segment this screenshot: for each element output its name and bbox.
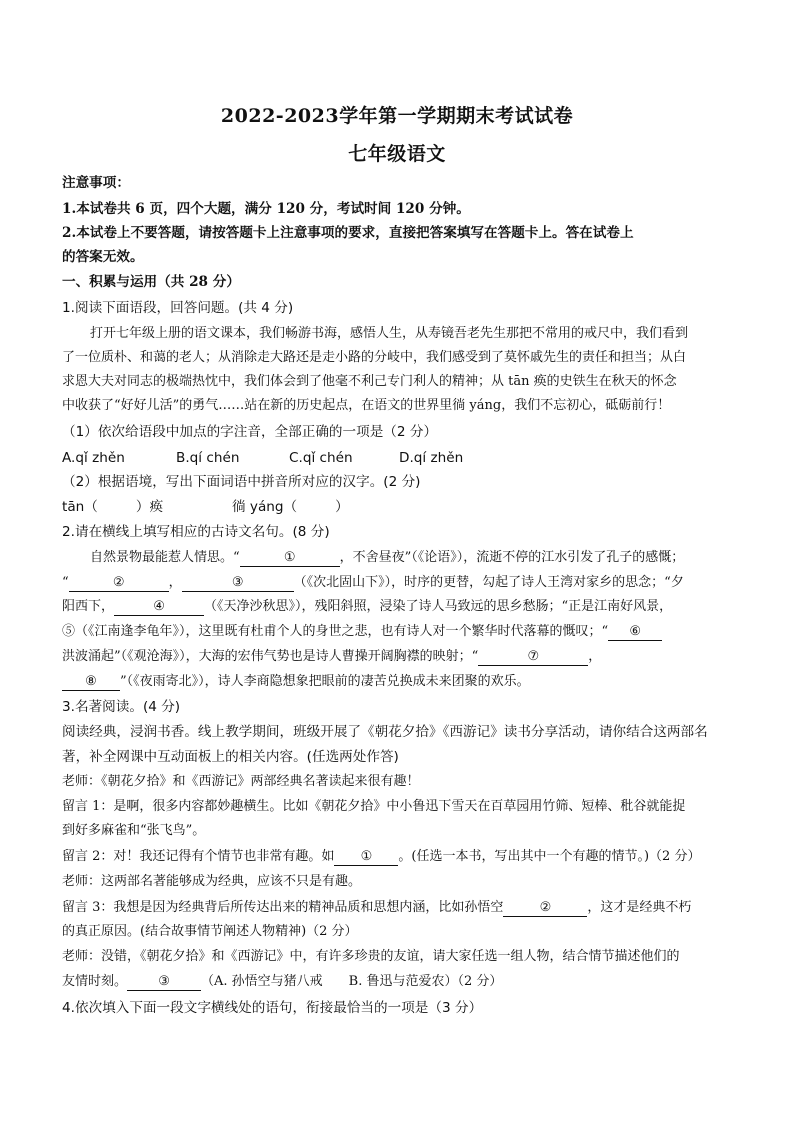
comment-2-text: 留言 2：对！我还记得有个情节也非常有趣。如: [62, 849, 335, 864]
blank-1: ①: [240, 550, 340, 567]
blank-6: ⑥: [608, 624, 662, 641]
comment-2: [62, 847, 734, 867]
exam-title: 2022-2023学年第一学期期末考试试卷: [220, 105, 574, 127]
fill-a-suffix: ）痪: [135, 499, 164, 515]
blank-8: ⑧: [62, 674, 120, 691]
question-2-stem: 2.请在横线上填写相应的古诗文名句。(8 分): [62, 524, 330, 540]
option-d: D.qí zhěn: [399, 450, 464, 466]
comment-2-text: 。(任选一本书，写出其中一个有趣的情节。)（2 分）: [398, 849, 701, 864]
comment-1: 留言 1：是啊，很多内容都妙趣横生。比如《朝花夕拾》中小鲁迅下雪天在百草园用竹筛、短棒、秕谷就能捉: [62, 799, 686, 814]
question-1-stem: 1.阅读下面语段，回答问题。(共 4 分): [62, 300, 294, 316]
q2-text: “: [62, 575, 69, 590]
blank-2: ②: [69, 575, 169, 592]
q2-line: [62, 672, 734, 692]
teacher-message-2: 老师：这两部名著能够成为经典，应该不只是有趣。: [62, 874, 362, 889]
comment-1-cont: 到好多麻雀和“张飞鸟”。: [62, 823, 206, 838]
q2-line: [62, 622, 734, 642]
q2-line: [90, 548, 734, 568]
teacher-message-3: 老师：没错，《朝花夕拾》和《西游记》中，有许多珍贵的友谊，请大家任选一组人物，结合情节描述他们的: [62, 949, 680, 964]
q3-intro: 著，补全网课中互动面板上的相关内容。(任选两处作答): [62, 749, 399, 765]
q2-text: 自然景物最能惹人情思。“: [90, 550, 240, 565]
notice-item-2: 2.本试卷上不要答题，请按答题卡上注意事项的要求，直接把答案填写在答题卡上。答在试卷上: [62, 225, 634, 241]
q1-passage-line: 求恩大夫对同志的极端热忱中，我们体会到了他毫不利己专门利人的精神；从 tān 痪的史铁生在秋天的怀念: [62, 374, 677, 389]
q1-passage-line: 了一位质朴、和蔼的老人；从消除走大路还是走小路的分岐中，我们感受到了莫怀戚先生的责任和担当；从白: [62, 350, 687, 365]
option-a: A.qǐ zhěn: [62, 450, 125, 466]
comment-3-cont: 的真正原因。(结合故事情节阐述人物精神)（2 分）: [62, 924, 358, 939]
q3-blank-3: ③: [127, 974, 201, 991]
q2-text: （《次北固山下》），时序的更替，勾起了诗人王湾对家乡的思念；“夕: [293, 575, 684, 590]
blank-7: ⑦: [478, 649, 588, 666]
q2-text: ⑤（《江南逢李龟年》），这里既有杜甫个人的身世之悲，也有诗人对一个繁华时代落幕的慨叹；“: [62, 624, 609, 639]
teacher-message-3-cont: [62, 972, 734, 992]
section-heading: 一、积累与运用（共 28 分）: [62, 274, 240, 290]
option-c: C.qǐ chén: [289, 450, 353, 466]
blank-4: ④: [114, 599, 204, 616]
exam-subtitle: 七年级语文: [348, 143, 446, 165]
q2-text: 阳西下，: [62, 599, 115, 614]
q2-text: （《天净沙秋思》），残阳斜照，浸染了诗人马致远的思乡愁肠；“正是江南好风景，: [204, 599, 673, 614]
q1-fill-line: [62, 497, 734, 517]
q1-passage-line: 中收获了“好好儿活”的勇气……站在新的历史起点，在语文的世界里徜 yáng，我们不忘初心，砥砺前行！: [62, 398, 671, 413]
q3-intro: 阅读经典，浸润书香。线上教学期间，班级开展了《朝花夕拾》《西游记》读书分享活动，请你结合这两部名: [62, 724, 708, 740]
q2-line: [62, 597, 734, 617]
comment-3-text: ，这才是经典不朽: [587, 900, 692, 915]
fill-b-prefix: 徜 yáng（: [232, 499, 298, 515]
q1-sub-question-2: （2）根据语境，写出下面词语中拼音所对应的汉字。(2 分): [62, 474, 421, 490]
teacher-message-1: 老师：《朝花夕拾》和《西游记》两部经典名著读起来很有趣！: [62, 774, 420, 789]
notice-item-1: 1.本试卷共 6 页，四个大题，满分 120 分，考试时间 120 分钟。: [62, 201, 470, 217]
q2-line: [62, 647, 734, 667]
q1-sub-question-1: （1）依次给语段中加点的字注音，全部正确的一项是（2 分）: [62, 424, 438, 440]
question-4-stem: 4.依次填入下面一段文字横线处的语句，衔接最恰当的一项是（3 分）: [62, 1000, 483, 1016]
question-3-stem: 3.名著阅读。(4 分): [62, 699, 181, 715]
q1-passage-line: 打开七年级上册的语文课本，我们畅游书海，感悟人生，从寿镜吾老先生那把不常用的戒尺中，我们看到: [90, 326, 689, 341]
q2-text: ”（《夜雨寄北》），诗人李商隐想象把眼前的凄苦兑换成未来团聚的欢乐。: [120, 674, 530, 689]
q2-text: 洪波涌起”（《观沧海》），大海的宏伟气势也是诗人曹操开阔胸襟的映射；“: [62, 649, 479, 664]
q3-blank-1: ①: [334, 849, 398, 866]
comment-3-text: 留言 3：我想是因为经典背后所传达出来的精神品质和思想内涵，比如孙悟空: [62, 900, 504, 915]
comment-3: [62, 898, 734, 918]
fill-a-prefix: tān（: [62, 499, 98, 515]
notice-heading: 注意事项：: [62, 175, 130, 191]
q2-text: ，: [168, 575, 182, 590]
q2-text: ，不舍昼夜”（《论语》），流逝不停的江水引发了孔子的感慨；: [339, 550, 685, 565]
q2-text: ，: [588, 649, 602, 664]
blank-3: ③: [182, 575, 294, 592]
fill-b-suffix: ）: [335, 499, 349, 515]
notice-item-2-cont: 的答案无效。: [62, 249, 144, 265]
teacher-3-text: 友情时刻。: [62, 974, 128, 989]
q2-line: [62, 573, 734, 593]
q3-blank-2: ②: [503, 900, 587, 917]
option-b: B.qí chén: [176, 450, 240, 466]
teacher-3-text: （A. 孙悟空与猪八戒 B. 鲁迅与范爱农）（2 分）: [201, 974, 503, 989]
